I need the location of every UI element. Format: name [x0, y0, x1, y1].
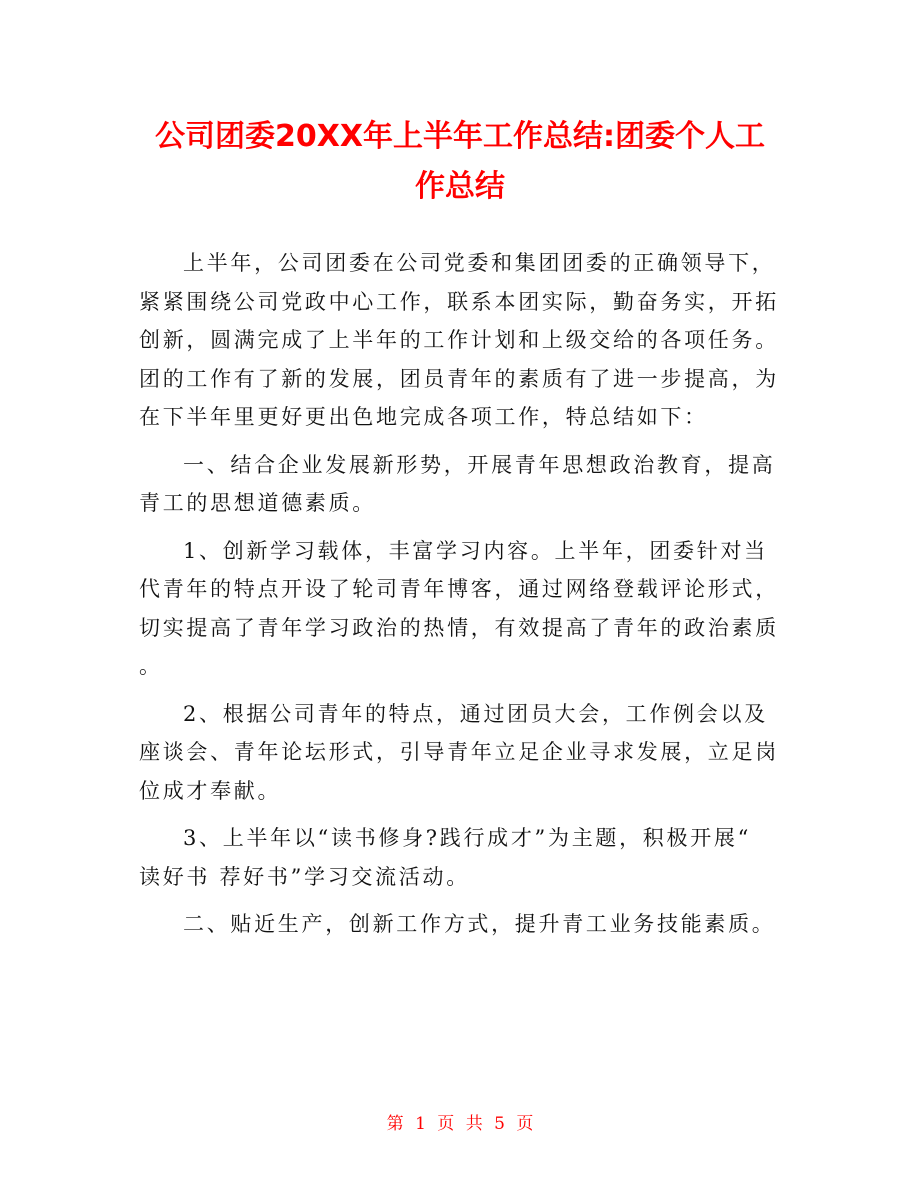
text-line: 3、上半年以“读书修身?践行成才”为主题，积极开展“	[183, 826, 752, 850]
text-line: 2、根据公司青年的特点，通过团员大会，工作例会以及	[183, 701, 768, 726]
text-line: 代青年的特点开设了轮司青年博客，通过网络登载评论形式，	[139, 577, 779, 601]
text-line: 创新，圆满完成了上半年的工作计划和上级交给的各项任务。	[139, 328, 779, 352]
paragraph-section-1	[139, 446, 783, 523]
page-number-footer: 第 1 页 共 5 页	[386, 1114, 534, 1134]
document-body	[139, 244, 783, 953]
title-line-1: 公司团委20XX年上半年工作总结:团委个人工	[154, 119, 765, 154]
paragraph-section-2	[139, 905, 783, 944]
text-line: 。	[139, 654, 163, 678]
paragraph-item-3	[139, 819, 783, 896]
text-line: 读好书 荐好书”学习交流活动。	[139, 864, 470, 889]
text-line: 在下半年里更好更出色地完成各项工作，特总结如下：	[139, 405, 708, 429]
text-line: 紧紧围绕公司党政中心工作，联系本团实际，勤奋务实，开拓	[139, 289, 779, 314]
text-line: 团的工作有了新的发展，团员青年的素质有了进一步提高，为	[139, 366, 779, 391]
text-line: 位成才奉献。	[139, 778, 282, 803]
text-line: 1、创新学习载体，丰富学习内容。上半年，团委针对当	[183, 538, 768, 563]
text-line: 二、贴近生产，创新工作方式，提升青工业务技能素质。	[183, 912, 776, 936]
text-line: 青工的思想道德素质。	[139, 491, 376, 515]
title-line-2: 作总结	[415, 169, 505, 204]
document-title	[120, 112, 800, 212]
text-line: 座谈会、青年论坛形式，引导青年立足企业寻求发展，立足岗	[139, 740, 779, 764]
text-line: 一、结合企业发展新形势，开展青年思想政治教育，提高	[183, 452, 776, 477]
paragraph-item-2	[139, 695, 783, 811]
paragraph-intro	[139, 244, 783, 437]
text-line: 上半年，公司团委在公司党委和集团团委的正确领导下，	[183, 251, 776, 275]
text-line: 切实提高了青年学习政治的热情，有效提高了青年的政治素质	[139, 615, 779, 640]
paragraph-item-1	[139, 532, 783, 686]
